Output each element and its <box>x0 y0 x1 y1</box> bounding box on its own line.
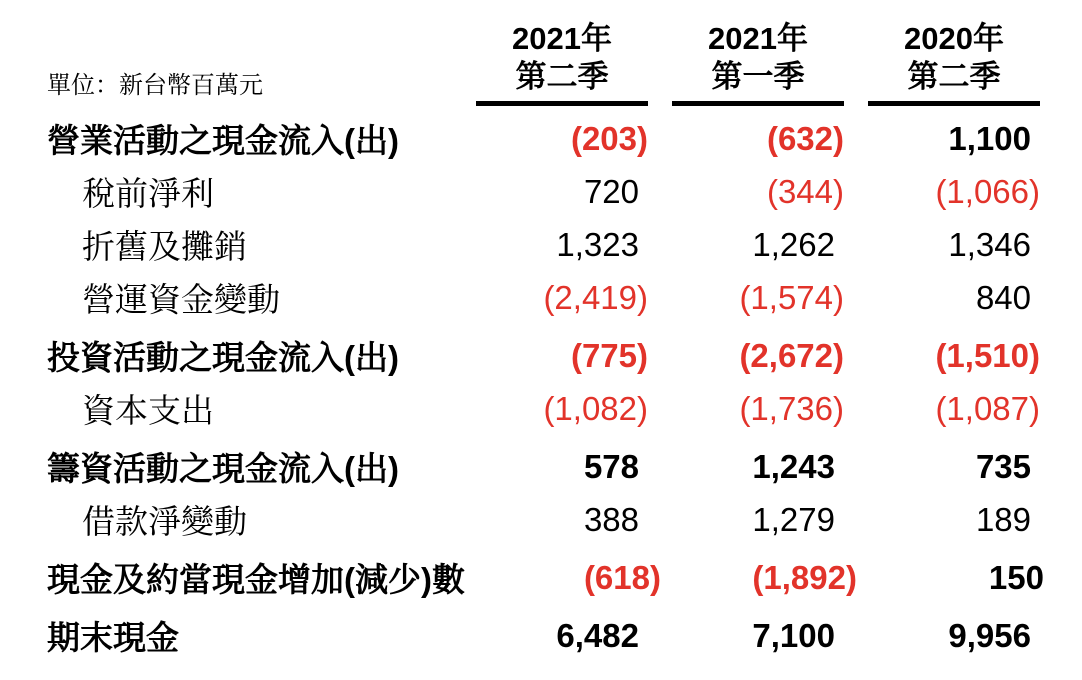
value-cell-2021-q1: (632) <box>766 119 844 157</box>
table-body <box>47 112 1044 662</box>
table-header <box>47 0 1040 106</box>
column-header-year: 2020年 <box>904 21 1004 56</box>
row-label: 籌資活動之現金流入(出) <box>47 450 399 487</box>
value-cell-2021-q1: (1,892) <box>752 558 857 596</box>
column-header-quarter: 第二季 <box>515 59 609 94</box>
row-label: 現金及約當現金增加(減少)數 <box>47 561 465 598</box>
value-cell-2021-q2: 1,323 <box>556 225 639 263</box>
table-row <box>47 493 1040 546</box>
row-label: 投資活動之現金流入(出) <box>47 339 399 376</box>
value-cell-2021-q2: 388 <box>583 500 639 538</box>
value-cell-2020-q2: 840 <box>975 278 1031 316</box>
column-header-2020-q2 <box>868 20 1040 106</box>
row-label: 借款淨變動 <box>82 503 247 540</box>
column-header-2021-q1 <box>672 20 844 106</box>
value-cell-2020-q2: 735 <box>975 447 1031 485</box>
value-cell-2021-q1: 1,262 <box>752 225 835 263</box>
value-cell-2021-q2: (775) <box>570 336 648 374</box>
row-label: 折舊及攤銷 <box>82 228 247 265</box>
row-label: 稅前淨利 <box>82 175 214 212</box>
table-row <box>47 112 1040 165</box>
row-label: 資本支出 <box>82 392 214 429</box>
value-cell-2020-q2: (1,510) <box>935 336 1040 374</box>
table-row <box>47 609 1040 662</box>
value-cell-2021-q2: 578 <box>583 447 639 485</box>
value-cell-2021-q1: (1,574) <box>739 278 844 316</box>
value-cell-2020-q2: (1,087) <box>935 389 1040 427</box>
value-cell-2021-q1: 1,279 <box>752 500 835 538</box>
column-header-2021-q2 <box>476 20 648 106</box>
value-cell-2021-q1: (1,736) <box>739 389 844 427</box>
value-cell-2021-q2: (203) <box>570 119 648 157</box>
table-row <box>47 165 1040 218</box>
value-cell-2020-q2: 189 <box>975 500 1031 538</box>
value-cell-2021-q2: (1,082) <box>543 389 648 427</box>
value-cell-2020-q2: 1,346 <box>948 225 1031 263</box>
value-cell-2021-q2: (618) <box>583 558 661 596</box>
table-row <box>47 218 1040 271</box>
value-cell-2021-q1: 1,243 <box>752 447 835 485</box>
column-header-year: 2021年 <box>512 21 612 56</box>
value-cell-2021-q2: 720 <box>583 172 639 210</box>
row-label: 營運資金變動 <box>82 281 280 318</box>
row-label: 營業活動之現金流入(出) <box>47 122 399 159</box>
value-cell-2021-q2: 6,482 <box>556 616 639 654</box>
table-row <box>47 271 1040 324</box>
value-cell-2021-q1: 7,100 <box>752 616 835 654</box>
column-header-year: 2021年 <box>708 21 808 56</box>
table-row <box>47 551 1044 604</box>
column-header-quarter: 第二季 <box>907 59 1001 94</box>
table-row <box>47 382 1040 435</box>
value-cell-2020-q2: 1,100 <box>948 119 1031 157</box>
row-label: 期末現金 <box>47 619 179 656</box>
unit-label: 單位：新台幣百萬元 <box>47 72 263 99</box>
table-row <box>47 440 1040 493</box>
value-cell-2020-q2: (1,066) <box>935 172 1040 210</box>
value-cell-2020-q2: 150 <box>988 558 1044 596</box>
value-cell-2021-q1: (2,672) <box>739 336 844 374</box>
table-row <box>47 329 1040 382</box>
value-cell-2021-q1: (344) <box>766 172 844 210</box>
value-cell-2020-q2: 9,956 <box>948 616 1031 654</box>
column-header-quarter: 第一季 <box>711 59 805 94</box>
value-cell-2021-q2: (2,419) <box>543 278 648 316</box>
